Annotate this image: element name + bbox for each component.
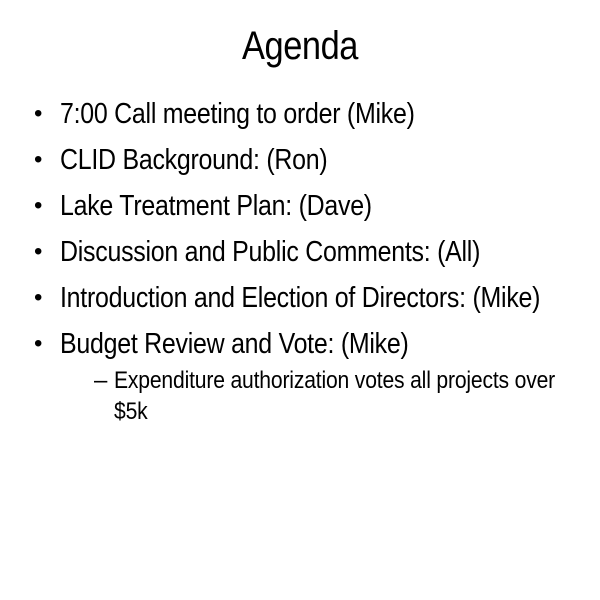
agenda-item <box>30 187 590 225</box>
agenda-sub-item-text: Expenditure authorization votes all projects over $5k <box>114 367 556 425</box>
agenda-item <box>30 233 590 271</box>
agenda-sub-list <box>60 365 590 427</box>
agenda-sub-item <box>60 365 590 427</box>
agenda-item <box>30 95 590 133</box>
agenda-item <box>30 141 590 179</box>
agenda-item-text: Discussion and Public Comments: (All) <box>60 236 481 268</box>
bullet-icon: • <box>34 192 43 219</box>
agenda-item <box>30 325 590 427</box>
bullet-icon: • <box>34 146 43 173</box>
slide-title: Agenda <box>241 24 359 68</box>
agenda-item-text: Lake Treatment Plan: (Dave) <box>60 190 372 222</box>
agenda-item-text: Budget Review and Vote: (Mike) <box>60 328 409 360</box>
bullet-icon: • <box>34 238 43 265</box>
agenda-item <box>30 279 590 317</box>
agenda-item-text: Introduction and Election of Directors: (Mike) <box>60 282 541 314</box>
bullet-icon: • <box>34 330 43 357</box>
bullet-icon: • <box>34 100 43 127</box>
agenda-item-text: 7:00 Call meeting to order (Mike) <box>60 98 415 130</box>
agenda-list <box>30 95 590 435</box>
dash-icon: – <box>94 367 108 394</box>
agenda-item-text: CLID Background: (Ron) <box>60 144 328 176</box>
bullet-icon: • <box>34 284 43 311</box>
